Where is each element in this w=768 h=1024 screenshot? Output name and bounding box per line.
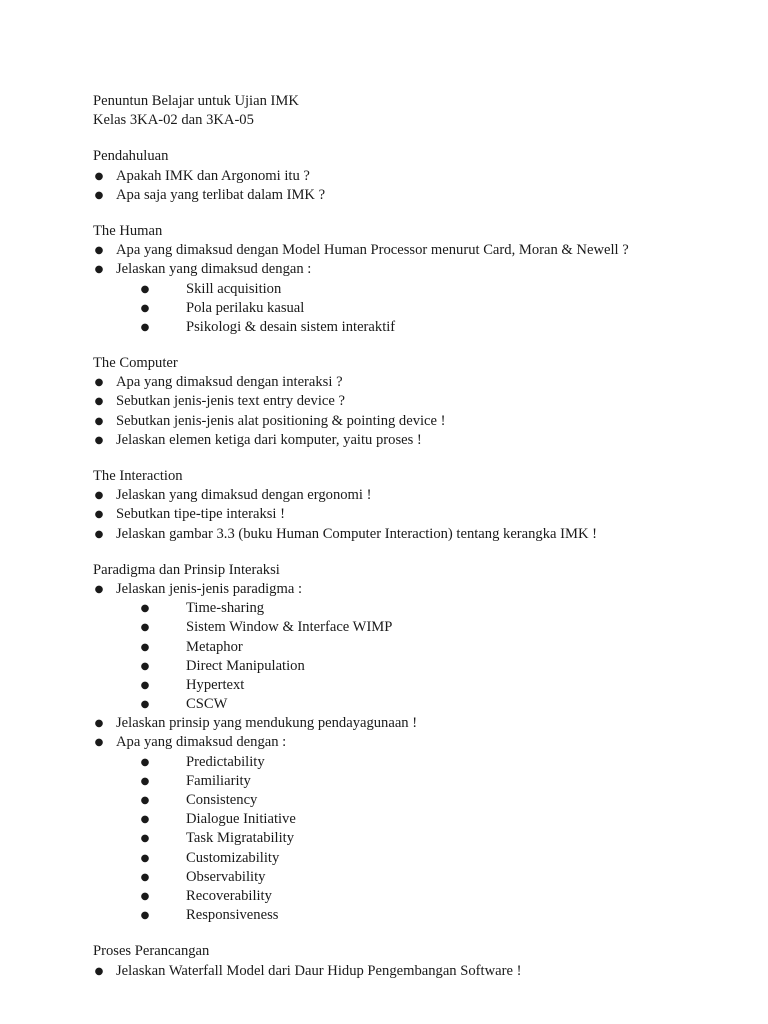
list-item-text: Apakah IMK dan Argonomi itu ? — [116, 167, 310, 184]
bullet-icon: ● — [140, 833, 150, 845]
sub-list-item-text: Direct Manipulation — [186, 657, 305, 674]
sub-list-item — [93, 280, 733, 299]
sub-list-item-text: Metaphor — [186, 638, 243, 655]
bullet-icon: ● — [94, 377, 104, 389]
list-item — [93, 733, 733, 752]
list-item-text: Jelaskan jenis-jenis paradigma : — [116, 580, 303, 597]
bullet-icon: ● — [94, 170, 104, 182]
list-item — [93, 373, 733, 392]
section-spacer — [93, 925, 733, 942]
list-item — [93, 505, 733, 524]
sub-list-item-text: Pola perilaku kasual — [186, 299, 305, 316]
section-heading: Pendahuluan — [93, 148, 169, 165]
bullet-icon: ● — [94, 264, 104, 276]
bullet-icon: ● — [94, 396, 104, 408]
bullet-icon: ● — [140, 775, 150, 787]
list-item — [93, 167, 733, 186]
list-item — [93, 486, 733, 505]
bullet-icon: ● — [140, 795, 150, 806]
list-item-text: Jelaskan prinsip yang mendukung pendayagunaan ! — [116, 715, 418, 732]
sub-list-item-text: Predictability — [186, 753, 265, 770]
bullet-icon: ● — [94, 737, 104, 749]
sub-list-item-text: Hypertext — [186, 676, 245, 693]
document-title: Penuntun Belajar untuk Ujian IMK — [93, 93, 299, 109]
bullet-icon: ● — [94, 490, 104, 502]
sub-list-item — [93, 599, 733, 618]
section-spacer — [93, 205, 733, 222]
list-item-text: Jelaskan yang dimaksud dengan ergonomi ! — [116, 487, 372, 504]
sub-list-item — [93, 791, 733, 810]
section-heading: The Computer — [93, 355, 178, 372]
sub-list-item-text: Time-sharing — [186, 600, 265, 617]
sub-list-item-text: Sistem Window & Interface WIMP — [186, 619, 393, 636]
list-item-text: Apa yang dimaksud dengan : — [116, 734, 287, 751]
sub-list-item — [93, 810, 733, 829]
sub-list-item — [93, 829, 733, 848]
list-item-text: Sebutkan jenis-jenis text entry device ? — [116, 393, 345, 410]
sub-list-item-text: Familiarity — [186, 772, 251, 789]
sections-container — [93, 130, 733, 980]
bullet-icon: ● — [140, 814, 150, 826]
bullet-icon: ● — [140, 756, 150, 768]
list-item — [93, 186, 733, 205]
sub-list-item — [93, 676, 733, 695]
section-heading: The Interaction — [93, 468, 183, 484]
list-item-text: Jelaskan Waterfall Model dari Daur Hidup Pengembangan Software ! — [116, 962, 522, 979]
list-item-text: Jelaskan gambar 3.3 (buku Human Computer Interaction) tentang kerangka IMK ! — [116, 525, 598, 542]
bullet-icon: ● — [94, 528, 104, 540]
list-item-text: Apa yang dimaksud dengan interaksi ? — [116, 374, 343, 391]
bullet-icon: ● — [94, 415, 104, 427]
sub-list-item-text: Responsiveness — [186, 907, 279, 924]
list-item — [93, 580, 733, 599]
sub-list-item — [93, 753, 733, 772]
bullet-icon: ● — [140, 679, 150, 691]
sub-list-item — [93, 638, 733, 657]
section-spacer — [93, 544, 733, 561]
bullet-icon: ● — [94, 965, 104, 977]
list-item-text: Apa saja yang terlibat dalam IMK ? — [116, 186, 326, 203]
bullet-icon: ● — [140, 852, 150, 864]
section-spacer — [93, 337, 733, 354]
sub-list-item-text: Dialogue Initiative — [186, 811, 296, 828]
sub-list-item-text: Recoverability — [186, 887, 272, 904]
document-subtitle: Kelas 3KA-02 dan 3KA-05 — [93, 112, 254, 129]
bullet-icon: ● — [94, 245, 104, 257]
sub-list-item-text: Task Migratability — [186, 830, 295, 847]
list-item — [93, 431, 733, 450]
sub-list-item — [93, 657, 733, 676]
list-item — [93, 525, 733, 544]
bullet-icon: ● — [94, 583, 104, 595]
bullet-icon: ● — [140, 910, 150, 922]
sub-list-item — [93, 887, 733, 906]
list-item — [93, 241, 733, 260]
sub-list-item — [93, 772, 733, 791]
sub-list-item-text: Skill acquisition — [186, 280, 282, 297]
bullet-icon: ● — [140, 660, 150, 672]
list-item — [93, 260, 733, 279]
bullet-icon: ● — [140, 283, 150, 295]
section-heading: Proses Perancangan — [93, 943, 210, 960]
section-heading: The Human — [93, 222, 163, 239]
bullet-icon: ● — [140, 603, 150, 615]
list-item-text: Sebutkan jenis-jenis alat positioning & pointing device ! — [116, 412, 446, 429]
sub-list-item-text: Observability — [186, 868, 266, 885]
bullet-icon: ● — [140, 302, 150, 314]
bullet-icon: ● — [94, 718, 104, 730]
list-item-text: Jelaskan yang dimaksud dengan : — [116, 261, 312, 278]
sub-list-item — [93, 695, 733, 714]
list-item — [93, 412, 733, 431]
sub-list-item-text: Psikologi & desain sistem interaktif — [186, 318, 396, 335]
section-spacer — [93, 130, 733, 147]
section-heading: Paradigma dan Prinsip Interaksi — [93, 561, 280, 578]
bullet-icon: ● — [140, 622, 150, 634]
bullet-icon: ● — [140, 699, 150, 711]
list-item-text: Jelaskan elemen ketiga dari komputer, yaitu proses ! — [116, 431, 422, 448]
sub-list-item — [93, 318, 733, 337]
sub-list-item — [93, 868, 733, 887]
document-page — [93, 92, 733, 981]
sub-list-item-text: CSCW — [186, 696, 228, 713]
sub-list-item — [93, 906, 733, 925]
list-item — [93, 962, 733, 981]
bullet-icon: ● — [140, 321, 150, 333]
list-item — [93, 392, 733, 411]
bullet-icon: ● — [94, 189, 104, 201]
list-item-text: Sebutkan tipe-tipe interaksi ! — [116, 506, 285, 523]
sub-list-item-text: Consistency — [186, 792, 258, 808]
bullet-icon: ● — [94, 434, 104, 446]
sub-list-item — [93, 618, 733, 637]
bullet-icon: ● — [94, 509, 104, 521]
sub-list-item — [93, 299, 733, 318]
bullet-icon: ● — [140, 890, 150, 902]
list-item — [93, 714, 733, 733]
list-item-text: Apa yang dimaksud dengan Model Human Processor menurut Card, Moran & Newell ? — [116, 242, 629, 259]
bullet-icon: ● — [140, 871, 150, 883]
section-spacer — [93, 450, 733, 467]
bullet-icon: ● — [140, 641, 150, 653]
sub-list-item — [93, 849, 733, 868]
sub-list-item-text: Customizability — [186, 849, 280, 866]
